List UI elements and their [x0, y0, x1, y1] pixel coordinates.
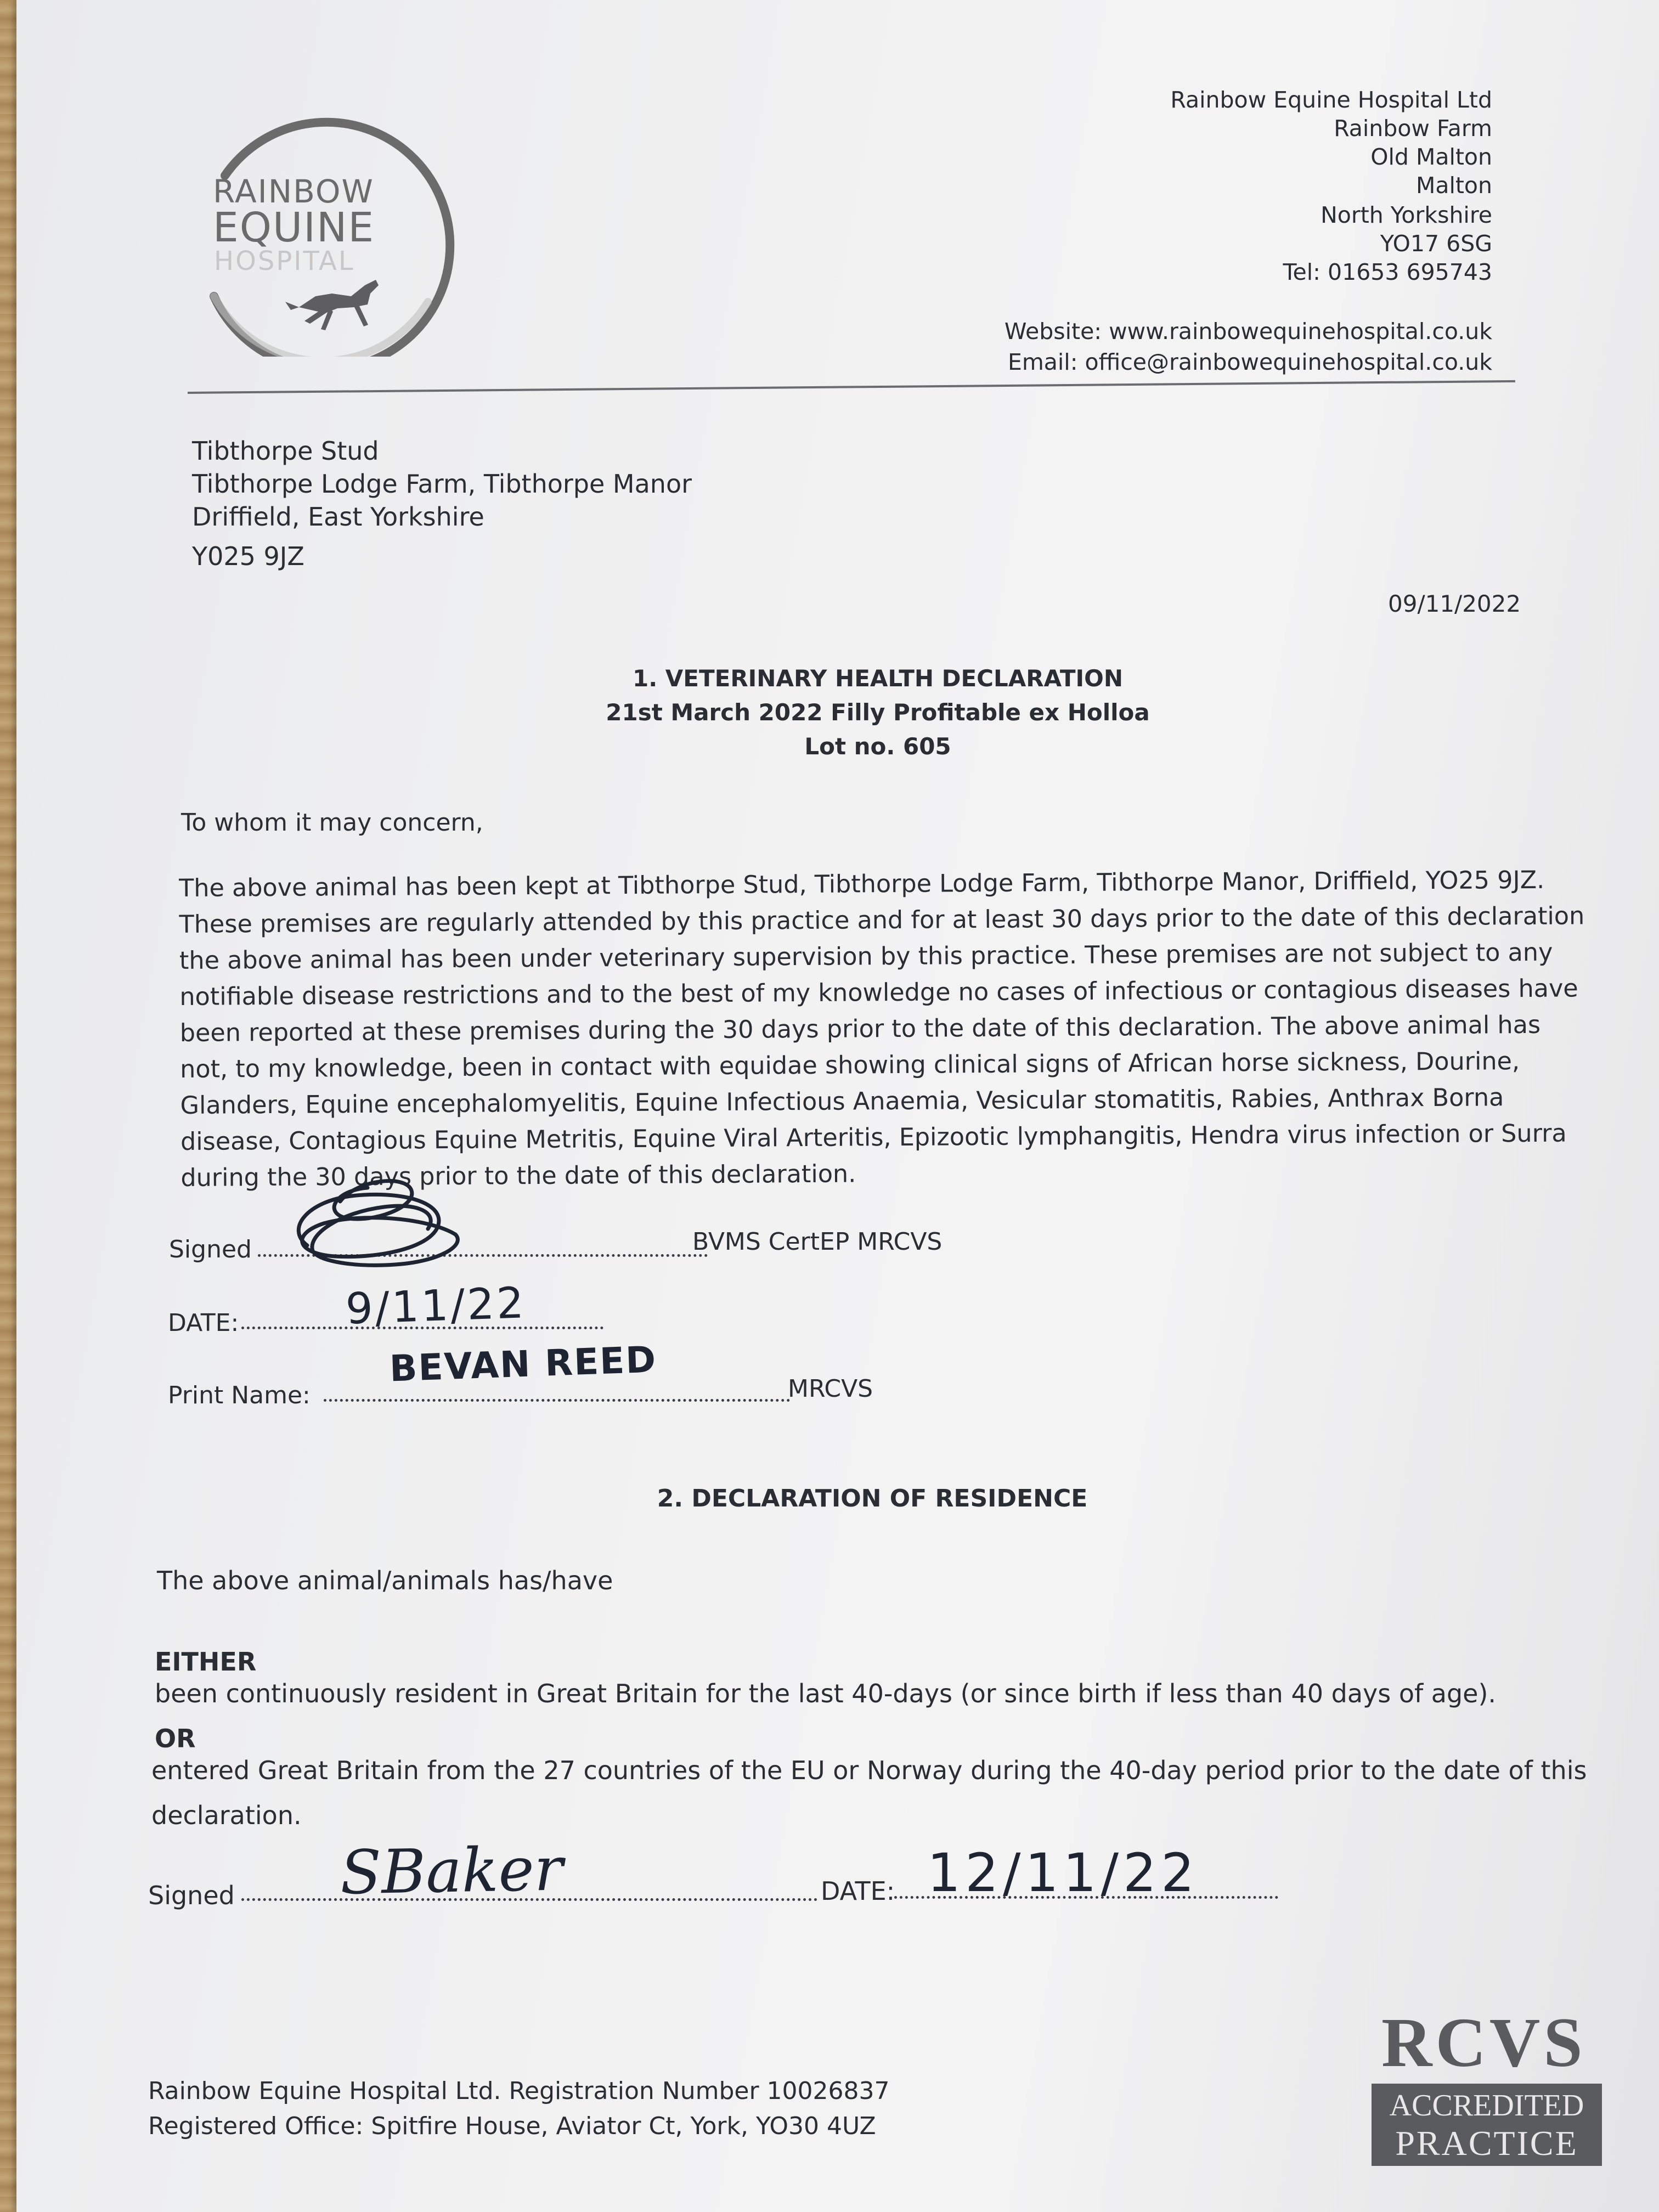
vet-signature-scribble [274, 1169, 483, 1278]
email-link[interactable]: Email: office@rainbowequinehospital.co.uk [1007, 349, 1492, 375]
body-line: during the 30 days prior to the date of this declaration. [180, 1160, 856, 1192]
logo-text-hospital: HOSPITAL [214, 246, 355, 276]
footer-registration: Rainbow Equine Hospital Ltd. Registration Number 10026837 [148, 2077, 890, 2105]
telephone: Tel: 01653 695743 [1283, 259, 1492, 285]
address-line: Malton [1415, 172, 1492, 199]
or-label: OR [155, 1724, 196, 1753]
or-text-line2: declaration. [151, 1801, 302, 1830]
rcvs-practice-text: PRACTICE [1395, 2124, 1578, 2163]
body-line: These premises are regularly attended by this practice and for at least 30 days prior to the date of this declaration [179, 902, 1585, 939]
address-line: Rainbow Farm [1334, 115, 1492, 142]
rcvs-logo-text: RCVS [1381, 2004, 1586, 2081]
owner-signature-handwritten: SBaker [339, 1833, 564, 1908]
body-line: not, to my knowledge, been in contact with equidae showing clinical signs of African horse sickness, Dourine, [180, 1047, 1520, 1084]
header-divider [188, 380, 1515, 394]
footer-office: Registered Office: Spitfire House, Aviator Ct, York, YO30 4UZ [148, 2112, 876, 2140]
body-line: The above animal has been kept at Tibthorpe Stud, Tibthorpe Lodge Farm, Tibthorpe Manor, Driffield, YO25 9JZ. [179, 866, 1545, 902]
print-name-line [324, 1399, 790, 1402]
vet-signed-label: Signed [169, 1235, 252, 1263]
print-name-handwritten: BEVAN REED [388, 1338, 658, 1390]
rcvs-accredited-badge [1355, 2002, 1613, 2167]
letter-date: 09/11/2022 [1388, 590, 1521, 617]
print-name-label: Print Name: [168, 1381, 311, 1409]
vet-signed-suffix: BVMS CertEP MRCVS [692, 1228, 943, 1256]
rcvs-badge-box [1372, 2084, 1602, 2166]
body-line: the above animal has been under veterinary supervision by this practice. These premises are not subject to any [179, 938, 1553, 975]
logo-text-rainbow: RAINBOW [213, 173, 374, 210]
horse-icon [285, 280, 379, 330]
print-name-suffix: MRCVS [788, 1375, 873, 1403]
vet-date-label: DATE: [168, 1309, 239, 1337]
either-label: EITHER [155, 1647, 257, 1677]
or-text-line1: entered Great Britain from the 27 countries of the EU or Norway during the 40-day period prior to the date of this [151, 1756, 1587, 1785]
body-line: been reported at these premises during the 30 days prior to the date of this declaration. The above animal has [179, 1011, 1541, 1047]
website-link[interactable]: Website: www.rainbowequinehospital.co.uk [1004, 318, 1492, 345]
address-line: YO17 6SG [1380, 230, 1492, 257]
either-text: been continuously resident in Great Britain for the last 40-days (or since birth if less than 40 days of age). [155, 1679, 1497, 1708]
address-line: Rainbow Equine Hospital Ltd [1170, 87, 1492, 113]
body-line: Glanders, Equine encephalomyelitis, Equine Infectious Anaemia, Vesicular stomatitis, Rabies, Anthrax Borna [180, 1084, 1504, 1120]
vet-date-handwritten: 9/11/22 [345, 1278, 527, 1334]
declaration-body [179, 866, 1585, 1192]
recipient-line: Y025 9JZ [192, 541, 304, 571]
address-line: North Yorkshire [1321, 202, 1492, 228]
owner-date-handwritten: 12/11/22 [927, 1842, 1199, 1904]
section1-lot: Lot no. 605 [804, 733, 951, 760]
logo-text-equine: EQUINE [213, 204, 375, 251]
hospital-logo [192, 104, 477, 357]
section1-title: 1. VETERINARY HEALTH DECLARATION [633, 665, 1123, 692]
body-line: notifiable disease restrictions and to the best of my knowledge no cases of infectious or contagious diseases have [179, 974, 1578, 1011]
recipient-line: Tibthorpe Stud [192, 436, 379, 466]
body-line: disease, Contagious Equine Metritis, Equine Viral Arteritis, Epizootic lymphangitis, Hendra virus infection or Surra [180, 1119, 1567, 1156]
document-page [16, 0, 1659, 2212]
owner-signed-label: Signed [148, 1881, 235, 1910]
owner-date-label: DATE: [821, 1876, 895, 1906]
section2-intro: The above animal/animals has/have [157, 1566, 613, 1595]
rcvs-accredited-text: ACCREDITED [1389, 2089, 1584, 2123]
salutation: To whom it may concern, [181, 809, 483, 837]
recipient-line: Tibthorpe Lodge Farm, Tibthorpe Manor [192, 469, 692, 499]
address-line: Old Malton [1370, 144, 1492, 170]
recipient-line: Driffield, East Yorkshire [192, 502, 484, 532]
section1-subtitle: 21st March 2022 Filly Profitable ex Holloa [606, 699, 1150, 726]
section2-title: 2. DECLARATION OF RESIDENCE [657, 1485, 1088, 1513]
